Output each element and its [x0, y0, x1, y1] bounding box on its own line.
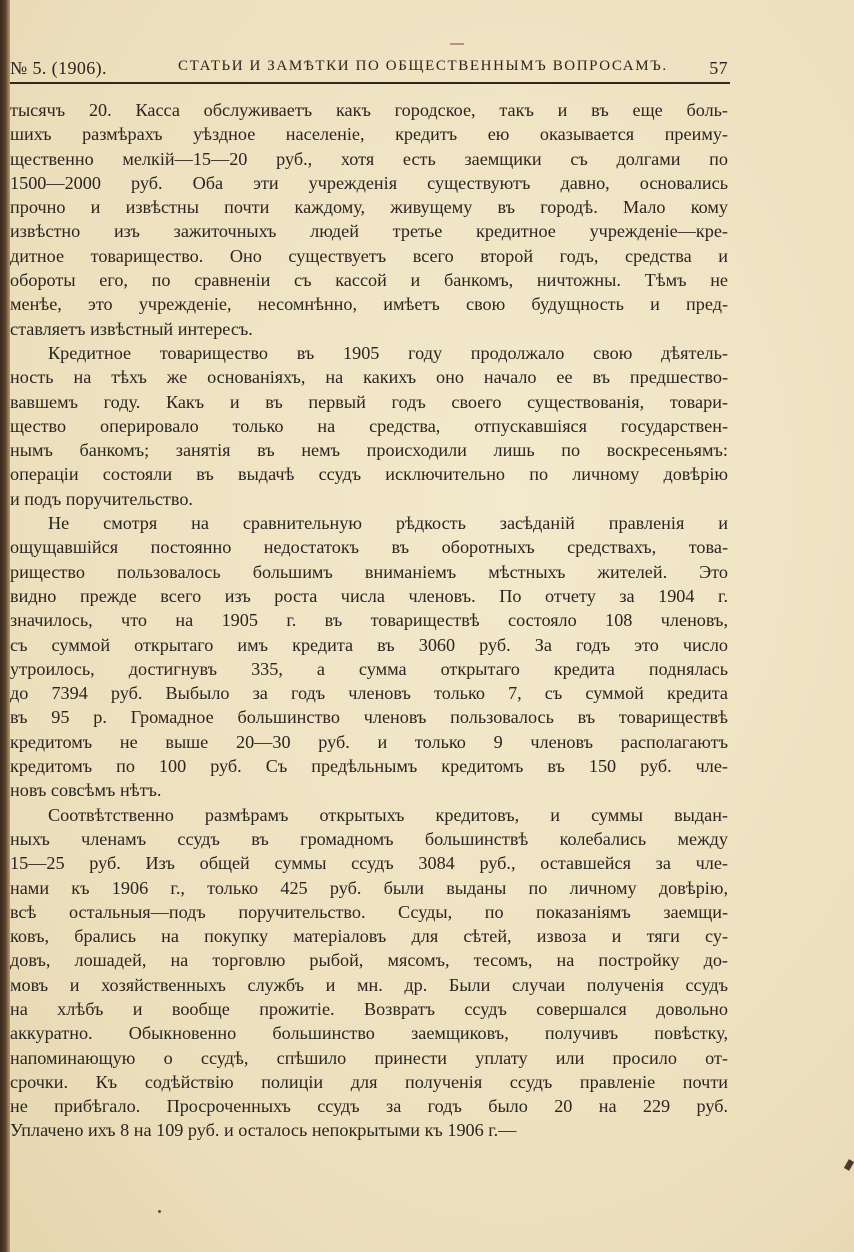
text-line: щественно мелкій—15—20 руб., хотя есть заемщики съ долгами по [10, 148, 728, 169]
text-line: срочки. Къ содѣйствію полиціи для полученія ссудъ правленіе почти [10, 1071, 728, 1092]
text-line: 1500—2000 руб. Оба эти учрежденія существуютъ давно, основались [10, 172, 728, 193]
text-line: видно прежде всего изъ роста числа членовъ. По отчету за 1904 г. [10, 585, 728, 606]
text-line: кредитомъ не выше 20—30 руб. и только 9 членовъ располагаютъ [10, 731, 728, 752]
text-line: ковъ, брались на покупку матеріаловъ для сѣтей, извоза и тяги су- [10, 926, 728, 947]
text-line: довъ, лошадей, на торговлю рыбой, мясомъ, тесомъ, на постройку до- [10, 950, 728, 971]
text-line: нымъ банкомъ; занятія въ немъ происходили лишь по воскресеньямъ: [10, 440, 728, 461]
text-line: въ 95 р. Громадное большинство членовъ пользовалось въ товариществѣ [10, 707, 728, 728]
text-line: мовъ и хозяйственныхъ службъ и мн. др. Были случаи полученія ссудъ [10, 974, 728, 995]
text-line: рищество пользовалось большимъ вниманіемъ мѣстныхъ жителей. Это [10, 561, 728, 582]
text-line: менѣе, это учрежденіе, несомнѣнно, имѣетъ свою будущность и пред- [10, 294, 728, 315]
text-line: 15—25 руб. Изъ общей суммы ссудъ 3084 руб., оставшейся за чле- [10, 853, 728, 874]
text-line: до 7394 руб. Выбыло за годъ членовъ только 7, съ суммой кредита [10, 683, 728, 704]
ink-speck [158, 1210, 161, 1213]
text-line: всѣ остальныя—подъ поручительство. Ссуды, по показаніямъ заемщи- [10, 901, 728, 922]
text-line: Не смотря на сравнительную рѣдкость засѣданій правленія и [48, 513, 728, 534]
text-line: щество оперировало только на средства, отпускавшіяся государствен- [10, 415, 728, 436]
text-line: ставляетъ извѣстный интересъ. [10, 318, 253, 339]
section-title: СТАТЬИ И ЗАМѢТКИ ПО ОБЩЕСТВЕННЫМЪ ВОПРОСАМЪ. [178, 58, 668, 74]
text-line: обороты его, по сравненіи съ кассой и банкомъ, ничтожны. Тѣмъ не [10, 270, 728, 291]
text-line: на хлѣбъ и вообще прожитіе. Возвратъ ссудъ совершался довольно [10, 998, 728, 1019]
text-line: кредитомъ по 100 руб. Съ предѣльнымъ кредитомъ въ 150 руб. чле- [10, 756, 728, 777]
ink-speck-right [844, 1159, 854, 1171]
print-mark [450, 43, 464, 45]
text-line: нами къ 1906 г., только 425 руб. были выданы по личному довѣрію, [10, 877, 728, 898]
text-line: ощущавшійся постоянно недостатокъ въ оборотныхъ средствахъ, това- [10, 537, 728, 558]
text-line: значилось, что на 1905 г. въ товариществѣ состояло 108 членовъ, [10, 610, 728, 631]
text-line: Уплачено ихъ 8 на 109 руб. и осталось непокрытыми къ 1906 г.— [10, 1120, 517, 1141]
text-line: напоминающую о ссудѣ, спѣшило принести уплату или просило от- [10, 1047, 728, 1068]
text-line: ныхъ членамъ ссудъ въ громадномъ большинствѣ колебались между [10, 828, 728, 849]
running-header [10, 58, 728, 80]
text-line: вавшемъ году. Какъ и въ первый годъ своего существованія, товари- [10, 391, 728, 412]
text-line: операціи состояли въ выдачѣ ссудъ исключительно по личному довѣрію [10, 464, 728, 485]
page-number: 57 [709, 58, 728, 78]
body-text [10, 98, 728, 1143]
text-line: извѣстно изъ зажиточныхъ людей третье кредитное учрежденіе—кре- [10, 221, 728, 242]
issue-number: № 5. (1906). [10, 58, 107, 78]
text-line: прочно и извѣстны почти каждому, живущему въ городѣ. Мало кому [10, 197, 728, 218]
text-line: утроилось, достигнувъ 335, а сумма открытаго кредита поднялась [10, 658, 728, 679]
text-line: новъ совсѣмъ нѣтъ. [10, 780, 162, 801]
header-rule [10, 82, 730, 84]
text-line: не прибѣгало. Просроченныхъ ссудъ за годъ было 20 на 229 руб. [10, 1096, 728, 1117]
text-line: дитное товарищество. Оно существуетъ всего второй годъ, средства и [10, 245, 728, 266]
text-line: ность на тѣхъ же основаніяхъ, на какихъ оно начало ее въ предшество- [10, 367, 728, 388]
page-binding-edge [0, 0, 10, 1252]
text-line: шихъ размѣрахъ уѣздное населеніе, кредитъ ею оказывается преиму- [10, 124, 728, 145]
text-line: тысячъ 20. Касса обслуживаетъ какъ городское, такъ и въ еще боль- [10, 100, 728, 120]
text-line: Соотвѣтственно размѣрамъ открытыхъ кредитовъ, и суммы выдан- [48, 804, 728, 825]
text-line: Кредитное товарищество въ 1905 году продолжало свою дѣятель- [48, 342, 728, 363]
text-line: съ суммой открытаго имъ кредита въ 3060 руб. За годъ это число [10, 634, 728, 655]
text-line: аккуратно. Обыкновенно большинство заемщиковъ, получивъ повѣстку, [10, 1023, 728, 1044]
text-line: и подъ поручительство. [10, 488, 193, 509]
